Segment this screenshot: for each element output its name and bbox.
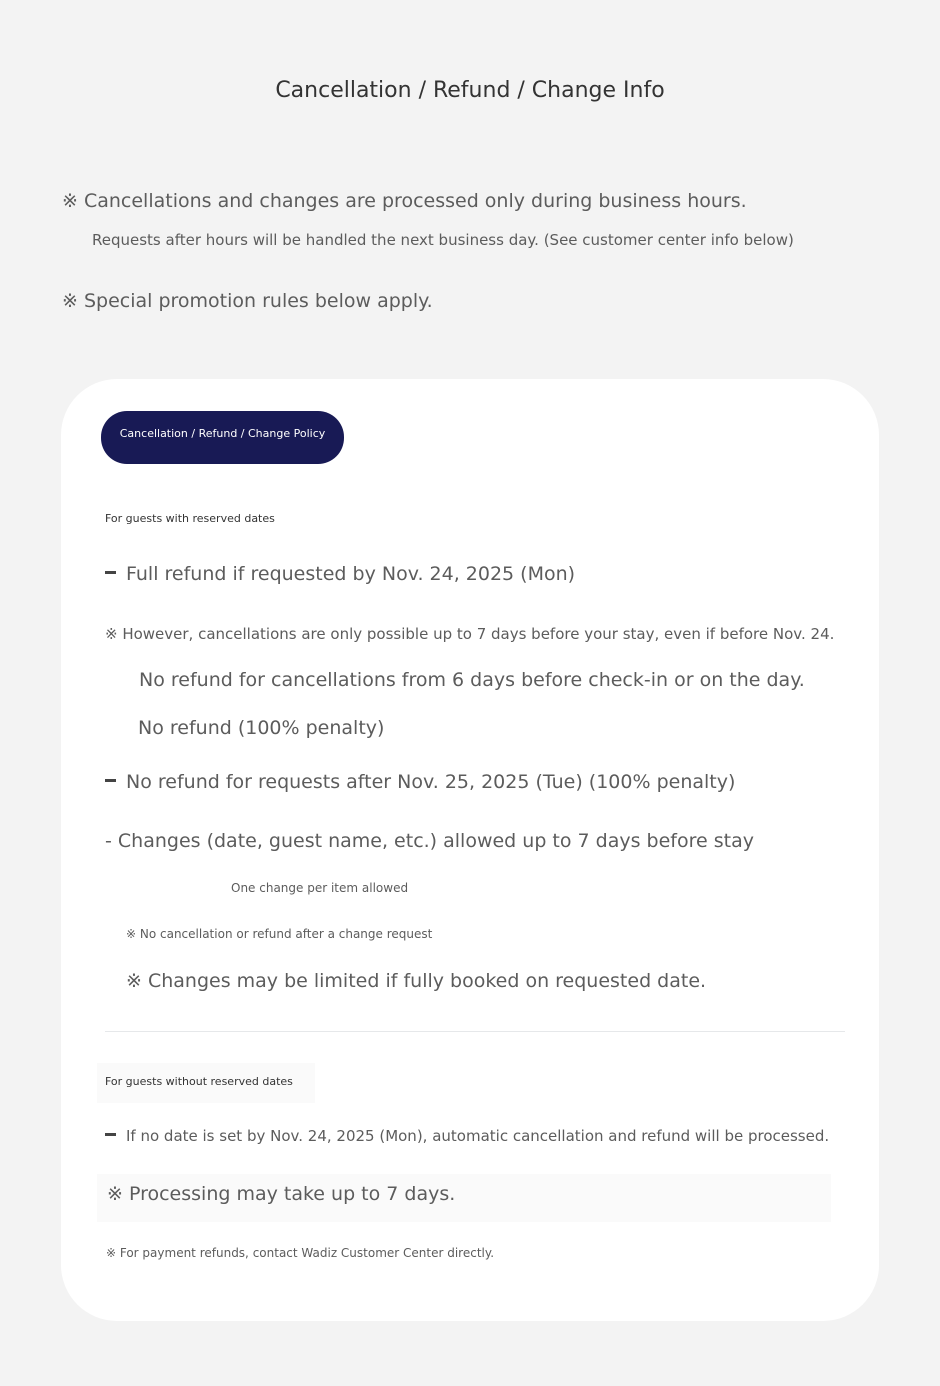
no-refund-penalty: No refund (100% penalty) — [138, 717, 385, 739]
full-refund-text: Full refund if requested by Nov. 24, 2025 (Mon) — [126, 563, 576, 585]
no-refund-6days: No refund for cancellations from 6 days before check-in or on the day. — [139, 669, 805, 691]
reserved-section-label: For guests with reserved dates — [105, 512, 275, 525]
promotion-notice: ※ Special promotion rules below apply. — [62, 290, 433, 312]
processing-note: ※ Processing may take up to 7 days. — [107, 1183, 456, 1205]
however-note: ※ However, cancellations are only possible up to 7 days before your stay, even if before Nov. 24. — [105, 625, 835, 643]
business-hours-notice: ※ Cancellations and changes are processed only during business hours. — [62, 190, 747, 212]
contact-note: ※ For payment refunds, contact Wadiz Customer Center directly. — [106, 1246, 495, 1260]
section-divider — [105, 1031, 845, 1032]
dash-bullet — [105, 779, 116, 782]
page-title: Cancellation / Refund / Change Info — [275, 78, 665, 103]
auto-cancel-item — [105, 1127, 829, 1145]
changes-item — [105, 830, 754, 852]
after-nov25-item — [105, 771, 735, 793]
after-hours-notice: Requests after hours will be handled the next business day. (See customer center info below) — [92, 231, 794, 249]
after-nov25-text: No refund for requests after Nov. 25, 2025 (Tue) (100% penalty) — [126, 771, 736, 793]
auto-cancel-text: If no date is set by Nov. 24, 2025 (Mon), automatic cancellation and refund will be processed. — [126, 1127, 830, 1145]
dash-bullet — [105, 1133, 116, 1136]
dash-bullet — [105, 571, 116, 574]
fully-booked-note: ※ Changes may be limited if fully booked on requested date. — [126, 970, 707, 992]
policy-badge: Cancellation / Refund / Change Policy — [101, 411, 344, 464]
full-refund-item — [105, 563, 575, 585]
unreserved-section-label: For guests without reserved dates — [105, 1075, 293, 1088]
changes-text: - Changes (date, guest name, etc.) allowed up to 7 days before stay — [105, 830, 754, 852]
one-change-note: One change per item allowed — [231, 881, 409, 895]
no-cancel-after-change-note: ※ No cancellation or refund after a change request — [126, 927, 433, 941]
policy-card — [61, 379, 879, 1321]
